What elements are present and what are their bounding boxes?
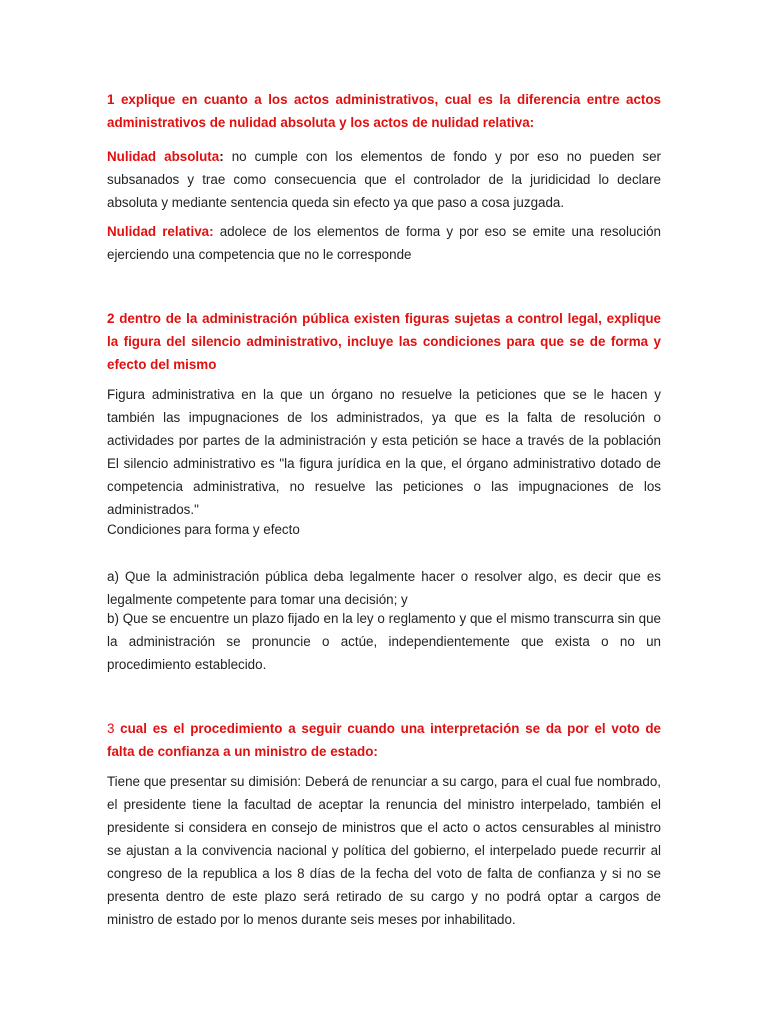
nulidad-absoluta-term: Nulidad absoluta <box>107 149 220 164</box>
question-3-title <box>107 717 661 763</box>
nulidad-relativa-term: Nulidad relativa: <box>107 224 214 239</box>
conditions-heading: Condiciones para forma y efecto <box>107 522 300 537</box>
nulidad-absoluta-text: no cumple con los elementos de fondo y por eso no pueden ser subsanados y trae como consecuencia que el controlador de la juridicidad lo declare absoluta y mediante sentencia queda sin efecto ya que paso a cosa juzgada. <box>107 149 661 210</box>
condition-b: b) Que se encuentre un plazo fijado en la ley o reglamento y que el mismo transcurra sin que la administración se pronuncie o actúe, independientemente que exista o no un procedimiento establecido. <box>107 611 661 672</box>
question-2-title: 2 dentro de la administración pública existen figuras sujetas a control legal, explique la figura del silencio administrativo, incluye las condiciones para que se de forma y efecto del mismo <box>107 311 661 372</box>
nulidad-relativa-text: adolece de los elementos de forma y por eso se emite una resolución ejerciendo una competencia que no le corresponde <box>107 224 661 262</box>
question-2-answer: Figura administrativa en la que un órgano no resuelve la peticiones que se le hacen y también las impugnaciones de los administrados, ya que es la falta de resolución o actividades por partes de la administración y esta petición se hace a través de la población El silencio administrativo es "la figura jurídica en la que, el órgano administrativo dotado de competencia administrativa, no resuelve las peticiones o las impugnaciones de los administrados." <box>107 387 661 517</box>
question-3-answer: Tiene que presentar su dimisión: Deberá de renunciar a su cargo, para el cual fue nombrado, el presidente tiene la facultad de aceptar la renuncia del ministro interpelado, también el presidente si considera en consejo de ministros que el acto o actos censurables al ministro se ajustan a la convivencia nacional y política del gobierno, el interpelado puede recurrir al congreso de la republica a los 8 días de la fecha del voto de falta de confianza y si no se presenta dentro de este plazo será retirado de su cargo y no podrá optar a cargos de ministro de estado por lo menos durante seis meses por inhabilitado. <box>107 774 661 927</box>
question-1-title: 1 explique en cuanto a los actos administrativos, cual es la diferencia entre actos administrativos de nulidad absoluta y los actos de nulidad relativa: <box>107 92 661 130</box>
condition-a: a) Que la administración pública deba legalmente hacer o resolver algo, es decir que es legalmente competente para tomar una decisión; y <box>107 569 661 607</box>
nulidad-absoluta-colon: : <box>219 149 224 164</box>
nulidad-absoluta-paragraph <box>107 145 661 214</box>
question-3-number: 3 <box>107 721 115 736</box>
nulidad-relativa-paragraph <box>107 220 661 266</box>
question-3-title-text: cual es el procedimiento a seguir cuando una interpretación se da por el voto de falta de confianza a un ministro de estado: <box>107 721 661 759</box>
